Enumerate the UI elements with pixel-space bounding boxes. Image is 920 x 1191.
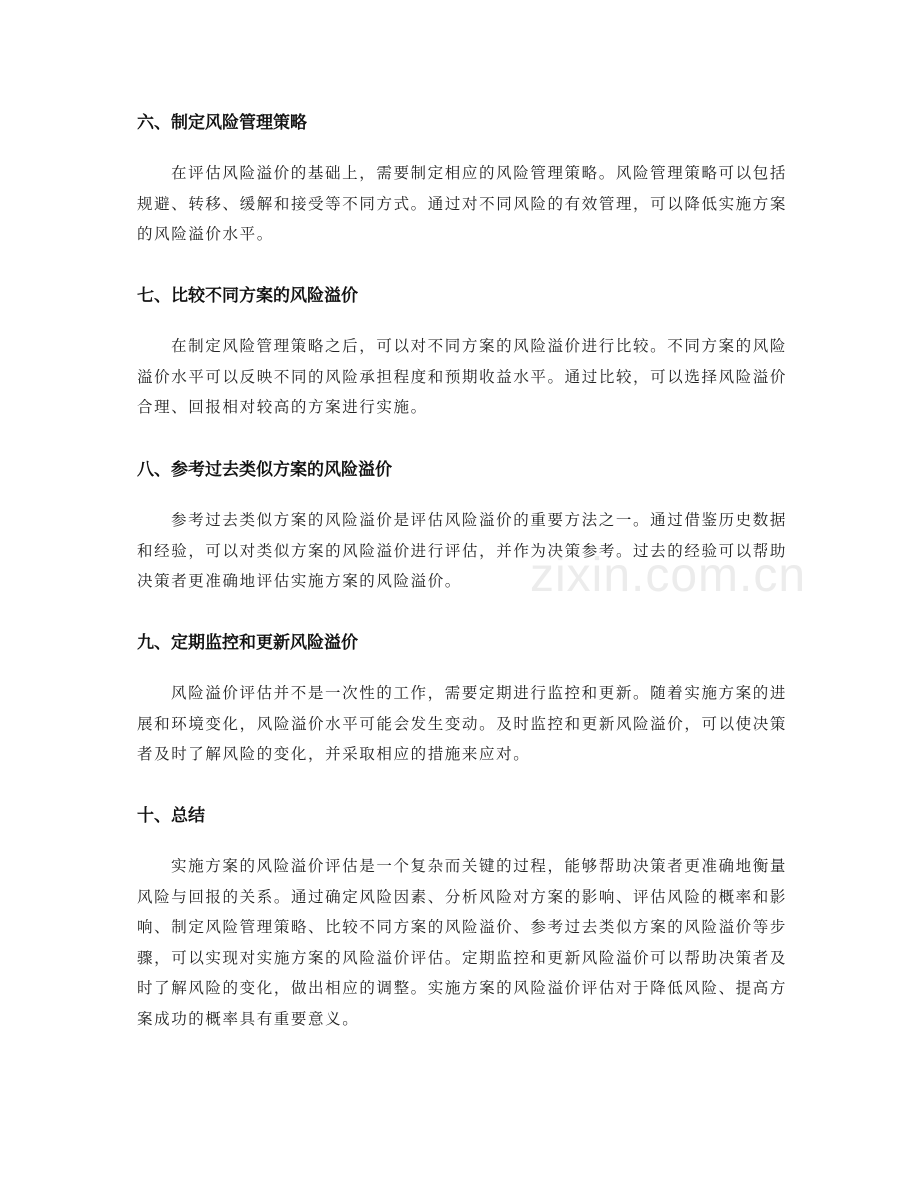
section-paragraph: 参考过去类似方案的风险溢价是评估风险溢价的重要方法之一。通过借鉴历史数据和经验，可以对类似方案的风险溢价进行评估，并作为决策参考。过去的经验可以帮助决策者更准确地评估实施方案的风险溢价。 <box>137 511 787 590</box>
section-heading: 八、参考过去类似方案的风险溢价 <box>137 460 392 480</box>
watermark: zixin.com.cn <box>530 549 807 602</box>
section-heading: 九、定期监控和更新风险溢价 <box>137 633 358 653</box>
section-paragraph: 实施方案的风险溢价评估是一个复杂而关键的过程，能够帮助决策者更准确地衡量风险与回报的关系。通过确定风险因素、分析风险对方案的影响、评估风险的概率和影响、制定风险管理策略、比较不同方案的风险溢价、参考过去类似方案的风险溢价等步骤，可以实现对实施方案的风险溢价评估。定期监控和更新风险溢价可以帮助决策者及时了解风险的变化，做出相应的调整。实施方案的风险溢价评估对于降低风险、提高方案成功的概率具有重要意义。 <box>137 857 787 1028</box>
section-6 <box>137 111 787 250</box>
section-paragraph: 风险溢价评估并不是一次性的工作，需要定期进行监控和更新。随着实施方案的进展和环境变化，风险溢价水平可能会发生变动。及时监控和更新风险溢价，可以使决策者及时了解风险的变化，并采取相应的措施来应对。 <box>137 684 787 763</box>
section-heading: 七、比较不同方案的风险溢价 <box>137 286 358 306</box>
section-paragraph: 在制定风险管理策略之后，可以对不同方案的风险溢价进行比较。不同方案的风险溢价水平可以反映不同的风险承担程度和预期收益水平。通过比较，可以选择风险溢价合理、回报相对较高的方案进行实施。 <box>137 337 787 416</box>
section-9 <box>137 631 787 770</box>
section-heading: 十、总结 <box>137 806 205 826</box>
section-8 <box>137 458 787 597</box>
section-7 <box>137 284 787 423</box>
section-heading: 六、制定风险管理策略 <box>137 113 307 133</box>
section-paragraph: 在评估风险溢价的基础上，需要制定相应的风险管理策略。风险管理策略可以包括规避、转移、缓解和接受等不同方式。通过对不同风险的有效管理，可以降低实施方案的风险溢价水平。 <box>137 164 787 243</box>
section-10 <box>137 804 787 1034</box>
